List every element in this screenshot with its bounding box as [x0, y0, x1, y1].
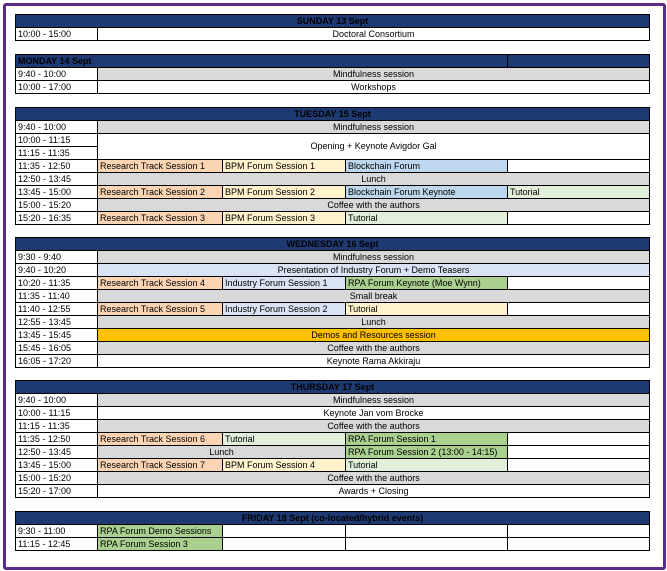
time-cell: 11:35 - 12:50 [16, 160, 98, 173]
time-cell: 15:45 - 16:05 [16, 342, 98, 355]
session-cell: BPM Forum Session 2 [223, 186, 346, 199]
time-cell: 9:30 - 11:00 [16, 525, 98, 538]
time-cell: 11:35 - 11:40 [16, 290, 98, 303]
empty-cell [508, 303, 650, 316]
tuesday-table [15, 107, 650, 225]
event-cell: Lunch [98, 446, 346, 459]
event-cell: Doctoral Consortium [98, 28, 650, 41]
event-cell: Keynote Rama Akkiraju [98, 355, 650, 368]
table-row [16, 329, 650, 342]
event-cell: Coffee with the authors [98, 472, 650, 485]
session-cell: Industry Forum Session 2 [223, 303, 346, 316]
time-cell: 10:20 - 11:35 [16, 277, 98, 290]
table-row [16, 251, 650, 264]
time-cell: 10:00 - 11:15 [16, 407, 98, 420]
monday-header-blank [508, 55, 650, 68]
event-cell: Workshops [98, 81, 650, 94]
session-cell: Blockchain Forum [346, 160, 508, 173]
event-cell: Lunch [98, 316, 650, 329]
thursday-header: THURSDAY 17 Sept [16, 381, 650, 394]
time-cell: 15:20 - 17:00 [16, 485, 98, 498]
session-cell: Research Track Session 6 [98, 433, 223, 446]
session-cell: Research Track Session 3 [98, 212, 223, 225]
time-cell: 11:15 - 11:35 [16, 420, 98, 433]
empty-cell [508, 459, 650, 472]
table-row [16, 186, 650, 199]
event-cell: Lunch [98, 173, 650, 186]
time-cell: 11:40 - 12:55 [16, 303, 98, 316]
table-row [16, 68, 650, 81]
sunday-table [15, 14, 650, 41]
session-cell: RPA Forum Session 2 (13:00 - 14:15) [346, 446, 508, 459]
time-cell: 9:40 - 10:00 [16, 68, 98, 81]
event-cell: Mindfulness session [98, 121, 650, 134]
table-row [16, 446, 650, 459]
keynote-cell: Opening + Keynote Avigdor Gal [98, 134, 650, 160]
time-cell: 15:00 - 15:20 [16, 472, 98, 485]
session-cell: Industry Forum Session 1 [223, 277, 346, 290]
event-cell: Coffee with the authors [98, 199, 650, 212]
session-cell: BPM Forum Session 3 [223, 212, 346, 225]
session-cell: Research Track Session 1 [98, 160, 223, 173]
session-cell: Tutorial [346, 459, 508, 472]
time-cell: 12:50 - 13:45 [16, 173, 98, 186]
thursday-table [15, 380, 650, 498]
table-row [16, 28, 650, 41]
table-row [16, 316, 650, 329]
session-cell: Research Track Session 7 [98, 459, 223, 472]
time-cell: 13:45 - 15:00 [16, 459, 98, 472]
empty-cell [346, 525, 508, 538]
session-cell: BPM Forum Session 1 [223, 160, 346, 173]
session-cell: RPA Forum Session 3 [98, 538, 223, 551]
event-cell: Mindfulness session [98, 394, 650, 407]
session-cell: RPA Forum Demo Sessions [98, 525, 223, 538]
table-row [16, 459, 650, 472]
table-row [16, 485, 650, 498]
friday-table [15, 511, 650, 551]
session-cell: Tutorial [508, 186, 650, 199]
time-cell: 13:45 - 15:00 [16, 186, 98, 199]
event-cell: Awards + Closing [98, 485, 650, 498]
time-cell: 10:00 - 11:15 [16, 134, 98, 147]
session-cell: Tutorial [346, 303, 508, 316]
session-cell: Research Track Session 4 [98, 277, 223, 290]
time-cell: 12:50 - 13:45 [16, 446, 98, 459]
event-cell: Demos and Resources session [98, 329, 650, 342]
table-row [16, 407, 650, 420]
empty-cell [508, 212, 650, 225]
time-cell: 9:30 - 9:40 [16, 251, 98, 264]
session-cell: RPA Forum Session 1 [346, 433, 508, 446]
table-row [16, 264, 650, 277]
table-row [16, 355, 650, 368]
empty-cell [346, 538, 508, 551]
friday-header: FRIDAY 18 Sept (co-located/hybrid events) [16, 512, 650, 525]
table-row [16, 394, 650, 407]
time-cell: 15:20 - 16:35 [16, 212, 98, 225]
table-row [16, 303, 650, 316]
time-cell: 13:45 - 15:45 [16, 329, 98, 342]
table-row [16, 420, 650, 433]
time-cell: 11:15 - 12:45 [16, 538, 98, 551]
tuesday-header: TUESDAY 15 Sept [16, 108, 650, 121]
event-cell: Coffee with the authors [98, 420, 650, 433]
time-cell: 15:00 - 15:20 [16, 199, 98, 212]
time-cell: 11:15 - 11:35 [16, 147, 98, 160]
empty-cell [508, 433, 650, 446]
event-cell: Coffee with the authors [98, 342, 650, 355]
monday-header: MONDAY 14 Sept [16, 55, 508, 68]
event-cell: Mindfulness session [98, 251, 650, 264]
empty-cell [223, 525, 346, 538]
time-cell: 9:40 - 10:00 [16, 121, 98, 134]
table-row [16, 525, 650, 538]
time-cell: 9:40 - 10:00 [16, 394, 98, 407]
session-cell: Research Track Session 5 [98, 303, 223, 316]
wednesday-header: WEDNESDAY 16 Sept [16, 238, 650, 251]
wednesday-table [15, 237, 650, 368]
table-row [16, 134, 650, 147]
event-cell: Small break [98, 290, 650, 303]
table-row [16, 173, 650, 186]
time-cell: 9:40 - 10:20 [16, 264, 98, 277]
session-cell: Tutorial [223, 433, 346, 446]
table-row [16, 121, 650, 134]
session-cell: RPA Forum Keynote (Moe Wynn) [346, 277, 508, 290]
session-cell: Tutorial [346, 212, 508, 225]
event-cell: Presentation of Industry Forum + Demo Teasers [98, 264, 650, 277]
event-cell: Keynote Jan vom Brocke [98, 407, 650, 420]
session-cell: Blockchain Forum Keynote [346, 186, 508, 199]
monday-table [15, 54, 650, 94]
session-cell: BPM Forum Session 4 [223, 459, 346, 472]
table-row [16, 342, 650, 355]
table-row [16, 160, 650, 173]
time-cell: 10:00 - 17:00 [16, 81, 98, 94]
empty-cell [508, 538, 650, 551]
time-cell: 12:55 - 13:45 [16, 316, 98, 329]
table-row [16, 199, 650, 212]
empty-cell [223, 538, 346, 551]
sunday-header: SUNDAY 13 Sept [16, 15, 650, 28]
time-cell: 11:35 - 12:50 [16, 433, 98, 446]
empty-cell [508, 277, 650, 290]
event-cell: Mindfulness session [98, 68, 650, 81]
table-row [16, 433, 650, 446]
table-row [16, 472, 650, 485]
table-row [16, 277, 650, 290]
time-cell: 10:00 - 15:00 [16, 28, 98, 41]
table-row [16, 538, 650, 551]
empty-cell [508, 525, 650, 538]
time-cell: 16:05 - 17:20 [16, 355, 98, 368]
table-row [16, 290, 650, 303]
session-cell: Research Track Session 2 [98, 186, 223, 199]
empty-cell [508, 446, 650, 459]
empty-cell [508, 160, 650, 173]
table-row [16, 212, 650, 225]
table-row [16, 81, 650, 94]
